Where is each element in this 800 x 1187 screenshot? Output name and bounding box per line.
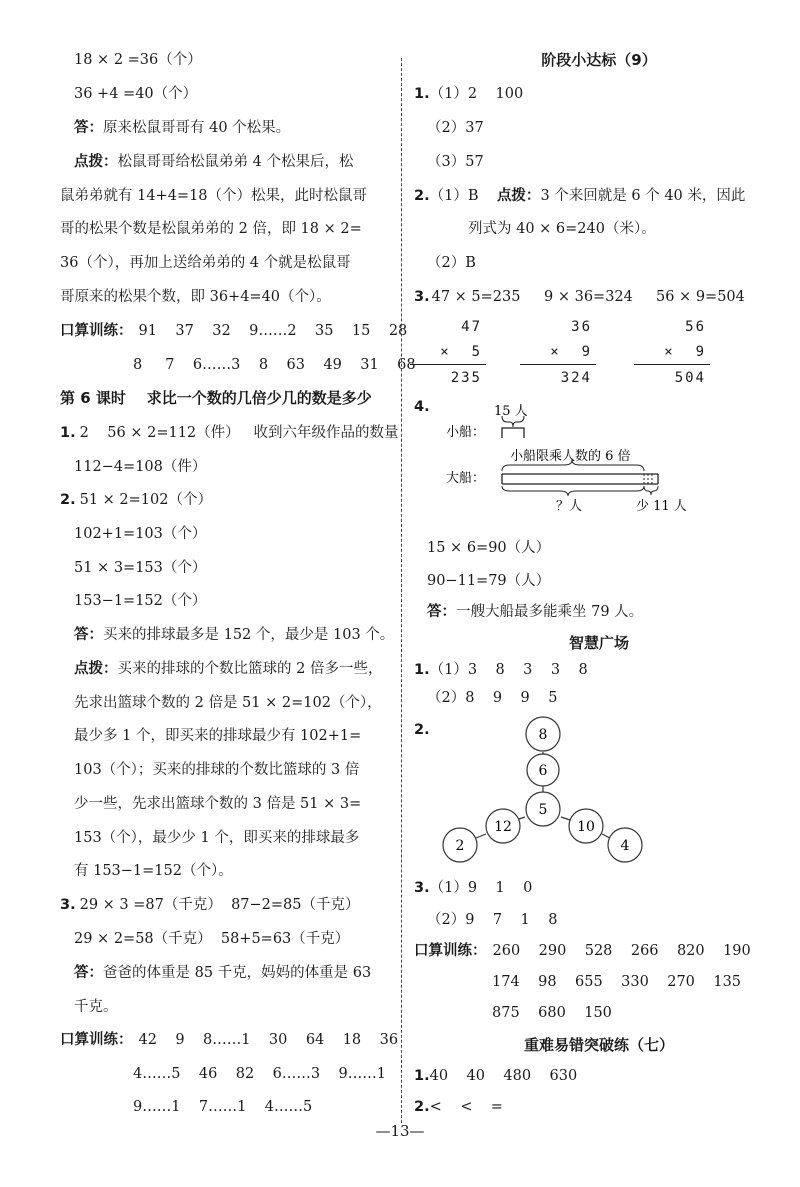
text-line: 153−1=152（个）	[74, 593, 207, 609]
question-2	[60, 490, 212, 510]
text-line: （3）57	[427, 154, 484, 170]
small-boat-segment	[502, 428, 524, 438]
text-line: （2）9 7 1 8	[427, 912, 558, 928]
calc-top: 36	[571, 319, 592, 335]
segment-diagram	[440, 398, 700, 518]
question-text: （1）B	[429, 188, 497, 204]
tip-label: 点拨：	[496, 188, 541, 204]
tip-line: 哥原来的松果个数，即 36+4=40（个）。	[60, 289, 331, 305]
big-boat-label: 大船：	[446, 471, 486, 486]
calc-top: 56	[685, 319, 706, 335]
text-line: 90−11=79（人）	[427, 573, 551, 589]
text-line: 千克。	[74, 999, 118, 1015]
text-line: 36 +4 =40（个）	[74, 86, 198, 102]
answer-label: 答：	[74, 120, 103, 136]
page-number: —13—	[375, 1122, 425, 1140]
oral-values: 8 7 6……3 8 63 49 31 68	[133, 357, 416, 373]
question-number: 4.	[414, 399, 430, 415]
oral-training	[60, 321, 407, 341]
stage-question-3	[414, 287, 520, 307]
question-number: 3.	[60, 897, 76, 913]
lesson-title: 第 6 课时 求比一个数的几倍少几的数是多少	[60, 389, 372, 407]
tree-node-label: 5	[538, 802, 548, 818]
question-text: 2 56 × 2=112（件） 收到六年级作品的数量	[79, 425, 399, 441]
column-divider	[401, 58, 402, 1123]
question-text: （1）3 8 3 3 8	[429, 662, 588, 678]
tip-line: 103（个）；买来的排球的个数比篮球的 3 倍	[74, 762, 360, 778]
answer-line	[74, 118, 290, 138]
tree-edge	[476, 834, 486, 838]
oral-values: 174 98 655 330 270 135	[492, 974, 742, 990]
question-number: 1.	[414, 1068, 430, 1084]
tip-label: 点拨：	[74, 661, 118, 677]
oral-values: 9……1 7……1 4……5	[133, 1099, 313, 1115]
text-line: （2）8 9 9 5	[427, 690, 558, 706]
small-qty-label: 15 人	[494, 404, 528, 419]
calc-result: 324	[560, 370, 592, 386]
oral-values: 875 680 150	[492, 1005, 612, 1021]
answer-label: 答：	[74, 965, 103, 981]
answer-text: 买来的排球最多是 152 个，最少是 103 个。	[103, 627, 395, 643]
tree-node-label: 6	[538, 763, 548, 779]
tip-line: 鼠弟弟就有 14+4=18（个）松果，此时松鼠哥	[60, 188, 368, 204]
text-line: 112−4=108（件）	[74, 459, 207, 475]
question-number: 1.	[414, 662, 430, 678]
tree-edge	[561, 817, 570, 820]
tip-label: 点拨：	[74, 154, 118, 170]
calc-rule	[520, 364, 596, 365]
text-line: （2）37	[427, 120, 484, 136]
question-text: 29 × 3 =87（千克） 87−2=85（千克）	[79, 897, 360, 913]
question-1	[60, 423, 398, 443]
answer-text: 一艘大船最多能乘坐 79 人。	[456, 604, 644, 620]
oral-label: 口算训练：	[60, 1032, 133, 1048]
section-title: 阶段小达标（9）	[541, 51, 657, 69]
tree-node-label: 4	[620, 838, 630, 854]
equation: 56 × 9=504	[656, 289, 745, 305]
hard-question-2	[414, 1097, 503, 1117]
less-brace	[644, 486, 658, 495]
question-number: 2.	[414, 1099, 430, 1115]
tip-line: 哥的松果个数是松鼠弟弟的 2 倍，即 18 × 2=	[60, 221, 362, 237]
caption-label: 小船限乘人数的 6 倍	[510, 449, 631, 464]
stage-question-2	[414, 186, 745, 206]
question-number: 2.	[60, 492, 76, 508]
question-text: 40 40 480 630	[429, 1068, 578, 1084]
answer-label: 答：	[427, 604, 456, 620]
hard-question-1	[414, 1066, 577, 1086]
question-text: （1）9 1 0	[429, 880, 533, 896]
tip-line: 先求出篮球个数的 2 倍是 51 × 2=102（个），	[74, 695, 382, 711]
answer-line	[74, 625, 394, 645]
question-text: < < =	[429, 1099, 503, 1115]
question-number: 2.	[414, 722, 430, 738]
tip-text: 3 个来回就是 6 个 40 米，因此	[540, 188, 746, 204]
oral-training	[414, 941, 751, 961]
calc-top: 47	[461, 319, 482, 335]
tree-node-label: 8	[538, 727, 548, 743]
oral-training	[60, 1030, 398, 1050]
text-line: 18 × 2 =36（个）	[74, 52, 202, 68]
tree-node-label: 12	[494, 819, 512, 835]
section-title: 重难易错突破练（七）	[523, 1036, 674, 1054]
tree-edge	[602, 834, 610, 838]
text-line: 102+1=103（个）	[74, 526, 207, 542]
number-tree	[430, 705, 660, 865]
tree-edge	[519, 817, 525, 819]
question-text: （1）2 100	[429, 86, 524, 102]
tip-line: 36（个），再加上送给弟弟的 4 个就是松鼠哥	[60, 255, 351, 271]
question-3	[60, 895, 360, 915]
unknown-label: ？人	[556, 499, 583, 514]
equation: 47 × 5=235	[431, 289, 521, 305]
question-number: 2.	[414, 188, 430, 204]
oral-values: 260 290 528 266 820 190	[492, 943, 751, 959]
tip-text: 松鼠哥哥给松鼠弟弟 4 个松果后，松	[117, 154, 354, 170]
wisdom-question-1	[414, 660, 588, 680]
text-line: （2）B	[427, 255, 476, 271]
small-boat-label: 小船：	[446, 425, 486, 440]
text-line: 51 × 3=153（个）	[74, 560, 207, 576]
wisdom-question-3	[414, 878, 532, 898]
question-number: 3.	[414, 289, 430, 305]
text-line: 29 × 2=58（千克） 58+5=63（千克）	[74, 931, 350, 947]
calc-result: 235	[450, 370, 482, 386]
bottom-brace	[502, 486, 644, 496]
question-number: 1.	[60, 425, 76, 441]
answer-text: 原来松鼠哥哥有 40 个松果。	[103, 120, 291, 136]
tip-line: 153（个），最少少 1 个，即买来的排球最多	[74, 830, 360, 846]
oral-label: 口算训练：	[414, 943, 487, 959]
question-number: 1.	[414, 86, 430, 102]
section-title: 智慧广场	[568, 634, 629, 652]
question-text: 51 × 2=102（个）	[79, 492, 212, 508]
less-label: 少 11 人	[636, 499, 687, 514]
tip-line: 少一些，先求出篮球个数的 3 倍是 51 × 3=	[74, 796, 362, 812]
oral-values: 4……5 46 82 6……3 9……1	[133, 1066, 386, 1082]
tip-line: 最少多 1 个，即买来的排球最少有 102+1=	[74, 728, 362, 744]
equation: 9 × 36=324	[544, 289, 633, 305]
text-line: 15 × 6=90（人）	[427, 540, 551, 556]
oral-values: 91 37 32 9……2 35 15 28	[138, 323, 408, 339]
tip-line: 列式为 40 × 6=240（米）。	[468, 221, 656, 237]
tree-node-label: 10	[577, 819, 595, 835]
calc-multiplier: × 9	[664, 344, 706, 360]
answer-text: 爸爸的体重是 85 千克，妈妈的体重是 63	[103, 965, 372, 981]
tip-line	[74, 659, 382, 679]
calc-rule	[634, 364, 710, 365]
calc-result: 504	[674, 370, 706, 386]
oral-label: 口算训练：	[60, 323, 133, 339]
tip-line: 有 153−1=152（个）。	[74, 863, 233, 879]
tip-line	[74, 152, 353, 172]
stage-question-1	[414, 84, 523, 104]
answer-label: 答：	[74, 627, 103, 643]
calc-multiplier: × 9	[550, 344, 592, 360]
calc-multiplier: × 5	[440, 344, 482, 360]
tip-text: 买来的排球的个数比篮球的 2 倍多一些，	[117, 661, 383, 677]
oral-values: 42 9 8……1 30 64 18 36	[138, 1032, 399, 1048]
question-number: 3.	[414, 880, 430, 896]
answer-line	[427, 602, 643, 622]
tree-node-label: 2	[455, 838, 465, 854]
answer-line	[74, 963, 371, 983]
calc-rule	[410, 364, 486, 365]
